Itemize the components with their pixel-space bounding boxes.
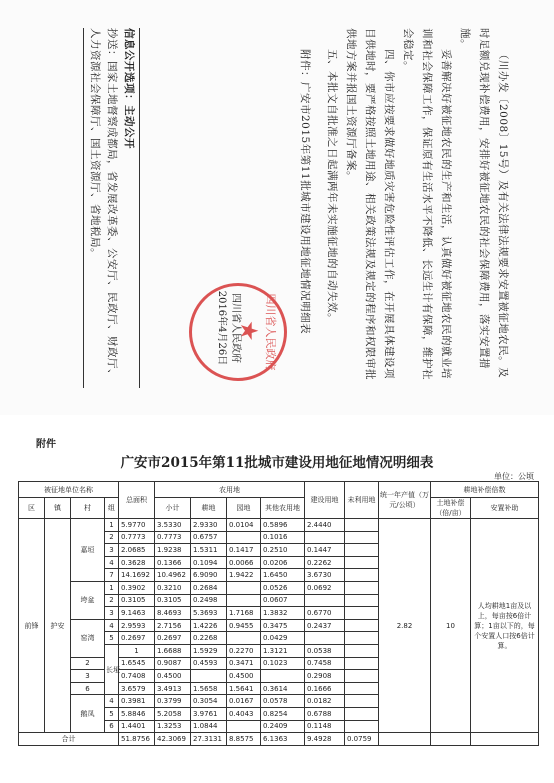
table-cell: 1.9422: [227, 569, 261, 582]
table-cell: 1.3253: [155, 720, 191, 733]
table-cell: 3: [105, 607, 119, 620]
table-cell: 0.2262: [305, 556, 345, 569]
paragraph: 四、你市应按要求做好地质灾害危险性评估工作，在开展具体建设项目供地时，要严格按照土地用途、相关政策法规及规定的程序和权限审批供地方案并报国土资源厅备案。: [345, 27, 395, 380]
table-subheader-row: [19, 498, 539, 519]
seal-text: 四川省人民政府: [264, 293, 277, 370]
attachment-line: 附件：广安市2015年第11批城市建设用地征地情况明细表: [299, 48, 311, 334]
table-cell: 0.2697: [119, 632, 155, 645]
table-cell: [345, 556, 379, 569]
header-garden: 园地: [227, 498, 261, 519]
table-cell: 3: [71, 670, 105, 683]
table-cell: [345, 670, 379, 683]
table-cell: 0.1023: [261, 657, 305, 670]
table-cell: 3.9761: [191, 707, 227, 720]
table-cell: 0.0167: [227, 695, 261, 708]
table-cell: 1.4226: [191, 619, 227, 632]
total-cell: 9.4928: [305, 733, 345, 746]
table-cell: 0.1094: [191, 556, 227, 569]
table-cell: 2: [105, 531, 119, 544]
table-cell: 3.5330: [155, 519, 191, 532]
table-cell: 护安: [45, 519, 71, 733]
table-cell: 3: [105, 544, 119, 557]
disclosure-label: 信息公开选项：: [123, 27, 135, 105]
table-cell: 5.3693: [191, 607, 227, 620]
table-cell: 8.4693: [155, 607, 191, 620]
header-village: 村: [71, 498, 105, 519]
table-cell: 0.3902: [119, 581, 155, 594]
table-cell: 0.6757: [191, 531, 227, 544]
table-cell: 1.6545: [119, 657, 155, 670]
table-cell: 0.3054: [191, 695, 227, 708]
table-cell: 1.3121: [261, 644, 305, 657]
table-cell: [345, 695, 379, 708]
table-cell: 10.4962: [155, 569, 191, 582]
table-cell: 3.6579: [119, 682, 155, 695]
header-output: 统一年产值（万元/公顷）: [379, 482, 431, 519]
header-unused: 未利用地: [345, 482, 379, 519]
table-cell: 0.2697: [155, 632, 191, 645]
table-cell: [305, 594, 345, 607]
table-cell: 0.3471: [227, 657, 261, 670]
header-land-comp: 土地补偿（倍/亩）: [431, 498, 471, 519]
table-cell: 0.2268: [191, 632, 227, 645]
table-cell: [227, 531, 261, 544]
table-cell: 0.9087: [155, 657, 191, 670]
signature-date: 2016年4月26日: [216, 290, 227, 365]
table-cell: 0.2498: [191, 594, 227, 607]
table-cell: 5: [105, 632, 119, 645]
table-cell: 1.3832: [261, 607, 305, 620]
table-cell: 1.4401: [119, 720, 155, 733]
table-cell: 0.0104: [227, 519, 261, 532]
table-cell: 2.9330: [191, 519, 227, 532]
table-cell: 1: [119, 644, 155, 657]
total-empty-cell: [431, 733, 471, 746]
table-cell: [345, 657, 379, 670]
table-cell: 0.3981: [119, 695, 155, 708]
total-cell: 0.0759: [345, 733, 379, 746]
table-cell: 0.0607: [261, 594, 305, 607]
table-cell: 1: [105, 519, 119, 532]
table-cell: 0.0526: [261, 581, 305, 594]
total-label: 合计: [19, 733, 119, 746]
table-cell: 1.9238: [155, 544, 191, 557]
table-cell: 2: [105, 594, 119, 607]
signature-block: [214, 273, 242, 383]
table-cell: 1.6450: [261, 569, 305, 582]
total-cell: 8.8575: [227, 733, 261, 746]
cc-label: 抄送：: [106, 27, 118, 61]
table-cell: 1.5658: [191, 682, 227, 695]
table-cell: [305, 531, 345, 544]
table-cell: 0.1666: [305, 682, 345, 695]
header-agri: 农用地: [155, 482, 305, 498]
total-cell: 27.3131: [191, 733, 227, 746]
disclosure-value: 主动公开: [123, 104, 135, 149]
header-other-agri: 其他农用地: [261, 498, 305, 519]
table-cell: 0.9455: [227, 619, 261, 632]
table-cell: [227, 594, 261, 607]
table-cell: 0.8254: [261, 707, 305, 720]
disclosure-line: [120, 28, 137, 388]
table-cell: 0.7408: [119, 670, 155, 683]
table-cell: 10: [431, 519, 471, 733]
header-subtotal: 小计: [155, 498, 191, 519]
table-cell: [345, 531, 379, 544]
header-district: 区: [19, 498, 45, 519]
header-farmland: 耕地: [191, 498, 227, 519]
table-cell: [345, 519, 379, 532]
table-cell: 4: [105, 619, 119, 632]
table-cell: 窑湾: [71, 619, 105, 657]
cc-text: 国家土地督察成都局，省发展改革委、公安厅、民政厅、财政厅、人力资源社会保障厅、国土资源厅、省地税局。: [89, 27, 118, 380]
table-cell: 0.2684: [191, 581, 227, 594]
table-cell: 0.0692: [305, 581, 345, 594]
table-cell: 0.0182: [305, 695, 345, 708]
table-cell: 嘉垣: [71, 519, 105, 582]
table-total-row: [19, 733, 539, 746]
header-town: 镇: [45, 498, 71, 519]
table-cell: 0.0429: [261, 632, 305, 645]
land-detail-table: [18, 481, 539, 746]
paragraph: 五、本批文自批准之日起满两年未实施征地的自动失效。: [326, 48, 338, 324]
table-cell: 0.3105: [119, 594, 155, 607]
table-row: [19, 519, 539, 532]
table-cell: 0.2437: [305, 619, 345, 632]
table-cell: 2.82: [379, 519, 431, 733]
table-cell: 0.3475: [261, 619, 305, 632]
table-cell: 2.9593: [119, 619, 155, 632]
table-title: 广安市2015年第11批城市建设用地征地情况明细表: [120, 455, 434, 471]
table-cell: 2.0685: [119, 544, 155, 557]
table-cell: 0.2270: [227, 644, 261, 657]
table-cell: 0.7458: [305, 657, 345, 670]
table-cell: 0.0578: [261, 695, 305, 708]
table-header-row: [19, 482, 539, 498]
table-cell: 7: [105, 569, 119, 582]
table-cell: 6: [105, 720, 119, 733]
table-cell: 鹅凤: [71, 695, 105, 733]
total-empty-cell: [471, 733, 539, 746]
table-cell: [345, 644, 379, 657]
table-cell: 1.6688: [155, 644, 191, 657]
table-cell: 0.0538: [305, 644, 345, 657]
paragraph: 妥善解决好被征地农民的生产和生活，认真做好被征地农民的就业培训和社会保障工作，保证原有生活水平不降低、长远生计有保障，维护社会稳定。: [402, 27, 452, 380]
table-cell: [191, 670, 227, 683]
table-cell: 1.7168: [227, 607, 261, 620]
attachment-page: [0, 415, 554, 783]
table-cell: [345, 581, 379, 594]
table-cell: 2.4440: [305, 519, 345, 532]
signature-org: 四川省人民政府: [230, 292, 241, 363]
table-cell: [345, 569, 379, 582]
table-cell: 长垭: [105, 644, 119, 694]
cc-line: [86, 28, 120, 388]
table-cell: [345, 544, 379, 557]
table-cell: 9.1463: [119, 607, 155, 620]
table-cell: 0.4593: [191, 657, 227, 670]
table-cell: 0.2409: [261, 720, 305, 733]
header-comp-times: 耕地补偿倍数: [431, 482, 539, 498]
table-cell: 0.1148: [305, 720, 345, 733]
table-cell: [345, 619, 379, 632]
table-cell: 1.5311: [191, 544, 227, 557]
table-cell: [227, 632, 261, 645]
header-resettle: 安置补助: [471, 498, 539, 519]
header-group: 组: [105, 498, 119, 519]
header-unit-name: 被征地单位名称: [19, 482, 119, 498]
table-body: [19, 519, 539, 746]
table-cell: 4: [105, 556, 119, 569]
table-cell: 2: [71, 657, 105, 670]
table-cell: 0.0206: [261, 556, 305, 569]
table-cell: 5.9770: [119, 519, 155, 532]
unit-label: 单位：公顷: [494, 472, 534, 481]
table-cell: [305, 632, 345, 645]
table-cell: 0.7773: [155, 531, 191, 544]
table-cell: 0.3628: [119, 556, 155, 569]
table-cell: [227, 720, 261, 733]
table-cell: 0.1016: [261, 531, 305, 544]
table-cell: 1.0844: [191, 720, 227, 733]
table-cell: 0.2908: [305, 670, 345, 683]
table-cell: 4: [105, 695, 119, 708]
table-cell: 0.3210: [155, 581, 191, 594]
total-cell: 42.3069: [155, 733, 191, 746]
table-cell: 前锋: [19, 519, 45, 733]
rotated-text-block: [42, 28, 512, 388]
table-cell: 0.0066: [227, 556, 261, 569]
table-cell: 0.3614: [261, 682, 305, 695]
table-cell: 2.7156: [155, 619, 191, 632]
table-cell: [345, 607, 379, 620]
table-cell: 0.6788: [305, 707, 345, 720]
table-cell: 人均耕地1亩及以上，每亩按6倍计算；1亩以下的，每个安置人口按6倍计算。: [471, 519, 539, 733]
table-cell: [261, 670, 305, 683]
disclosure-notice: [83, 28, 140, 388]
table-cell: [345, 720, 379, 733]
table-cell: 0.4500: [155, 670, 191, 683]
table-cell: 6: [71, 682, 105, 695]
attachment-label: 附件: [36, 439, 56, 450]
table-cell: 0.3105: [155, 594, 191, 607]
table-cell: 0.1417: [227, 544, 261, 557]
table-cell: 6.9090: [191, 569, 227, 582]
table-cell: 0.7773: [119, 531, 155, 544]
star-icon: ★: [235, 319, 263, 342]
table-cell: 0.6770: [305, 607, 345, 620]
table-cell: 1.5929: [191, 644, 227, 657]
table-cell: 5.8846: [119, 707, 155, 720]
table-cell: 0.4043: [227, 707, 261, 720]
table-cell: [345, 707, 379, 720]
table-cell: [345, 594, 379, 607]
table-cell: 1.5641: [227, 682, 261, 695]
table-cell: 0.1366: [155, 556, 191, 569]
table-cell: [345, 632, 379, 645]
table-cell: 0.4500: [227, 670, 261, 683]
header-construction: 建设用地: [305, 482, 345, 519]
table-cell: 3.4913: [155, 682, 191, 695]
table-cell: 1: [105, 581, 119, 594]
total-cell: 51.8756: [119, 733, 155, 746]
total-cell: 6.1363: [261, 733, 305, 746]
table-cell: 0.5896: [261, 519, 305, 532]
table-cell: [345, 682, 379, 695]
table-cell: 5: [105, 707, 119, 720]
table-cell: 14.1692: [119, 569, 155, 582]
table-cell: 5.2058: [155, 707, 191, 720]
table-cell: 垮盆: [71, 581, 105, 619]
table-cell: [227, 581, 261, 594]
table-cell: 0.3799: [155, 695, 191, 708]
table-cell: 3.6730: [305, 569, 345, 582]
table-cell: 0.1447: [305, 544, 345, 557]
header-total: 总面积: [119, 482, 155, 519]
paragraph: （川办发〔2008〕15号）及有关法律法规要求安置被征地农民。及时足额兑现补偿费用，安排好被征地农民的社会保障费用，落实安置措施。: [459, 27, 509, 378]
table-cell: 0.2510: [261, 544, 305, 557]
total-empty-cell: [379, 733, 431, 746]
